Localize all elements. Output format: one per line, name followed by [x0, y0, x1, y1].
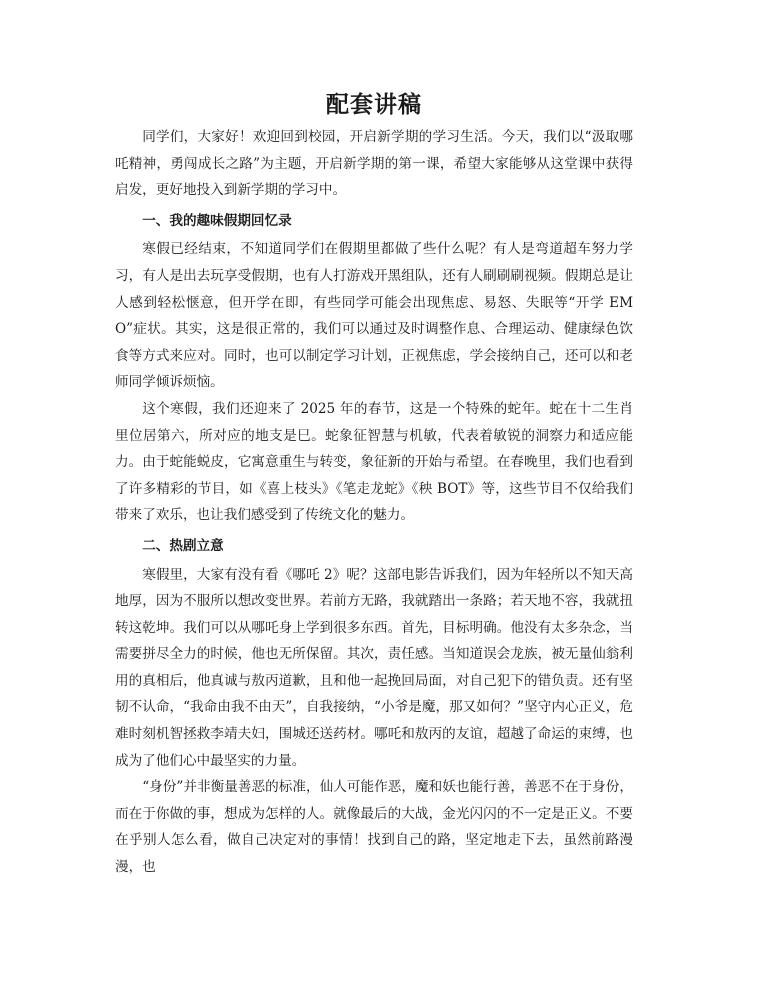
section-heading-drama: 二、热剧立意: [142, 537, 224, 554]
intro-paragraph: 同学们，大家好！欢迎回到校园，开启新学期的学习生活。今天，我们以“汲取哪吒精神，勇闯成长之路”为主题，开启新学期的第一课，希望大家能够从这堂课中获得启发，更好地投入到新学期的学习中。: [115, 129, 633, 199]
paragraph: 寒假里，大家有没有看《哪吒 2》呢？这部电影告诉我们，因为年轻所以不知天高地厚，因为不服所以想改变世界。若前方无路，我就踏出一条路；若天地不容，我就扭转这乾坤。我们可以从哪吒身上学到很多东西。首先，目标明确。他没有太多杂念，当需要拼尽全力的时候，他也无所保留。其次，责任感。当知道误会龙族，被无量仙翁利用的真相后，他真诚与敖丙道歉，且和他一起挽回局面，对自己犯下的错负责。还有坚韧不认命，“我命由我不由天”，自我接纳，“小爷是魔，那又如何？”坚守内心正义，危难时刻机智拯救李靖夫妇，围城还送药材。哪吒和敖丙的友谊，超越了命运的束缚，也成为了他们心中最坚实的力量。: [115, 566, 633, 769]
paragraph: “身份”并非衡量善恶的标准，仙人可能作恶，魔和妖也能行善，善恶不在于身份，而在于你做的事，想成为怎样的人。就像最后的大战，金光闪闪的不一定是正义。不要在乎别人怎么看，做自己决定对的事情！找到自己的路，坚定地走下去，虽然前路漫漫，也: [115, 779, 633, 876]
section-heading-vacation: 一、我的趣味假期回忆录: [142, 212, 292, 229]
paragraph: 寒假已经结束，不知道同学们在假期里都做了些什么呢？有人是弯道超车努力学习，有人是出去玩享受假期，也有人打游戏开黑组队，还有人刷刷刷视频。假期总是让人感到轻松惬意，但开学在即，有些同学可能会出现焦虑、易怒、失眠等“开学 EMO”症状。其实，这是很正常的，我们可以通过及时调整作息、合理运动、健康绿色饮食等方式来应对。同时，也可以制定学习计划，正视焦虑，学会接纳自己，还可以和老师同学倾诉烦恼。: [115, 241, 633, 391]
document-body: [115, 88, 633, 881]
page-title: 配套讲稿: [326, 91, 422, 118]
paragraph: 这个寒假，我们还迎来了 2025 年的春节，这是一个特殊的蛇年。蛇在十二生肖里位居第六，所对应的地支是巳。蛇象征智慧与机敏，代表着敏锐的洞察力和适应能力。由于蛇能蜕皮，它寓意重生与转变，象征新的开始与希望。在春晚里，我们也看到了许多精彩的节目，如《喜上枝头》《笔走龙蛇》《秧 BOT》等，这些节目不仅给我们带来了欢乐，也让我们感受到了传统文化的魅力。: [115, 400, 633, 524]
